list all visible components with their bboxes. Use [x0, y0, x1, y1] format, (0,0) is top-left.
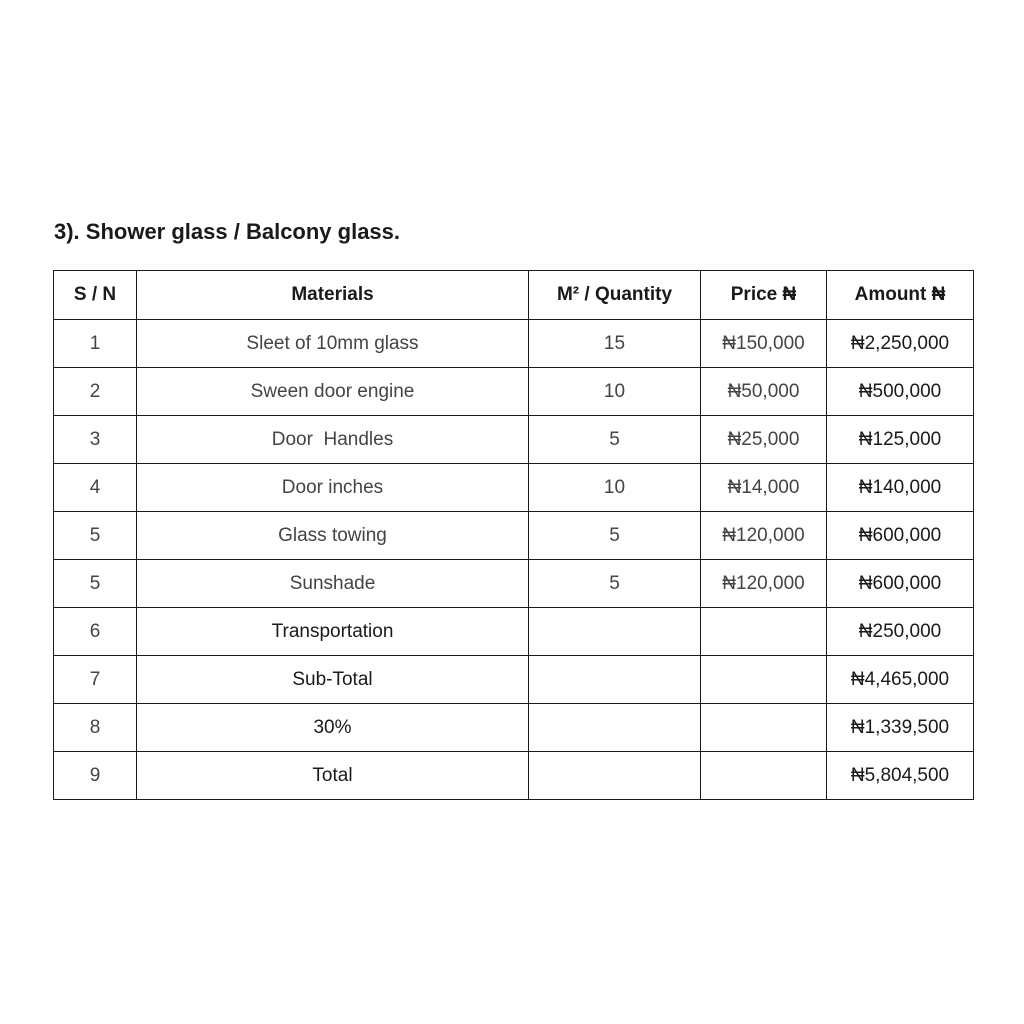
cell-material: Sleet of 10mm glass [137, 320, 529, 368]
cell-price: ₦120,000 [701, 512, 827, 560]
cell-sn: 3 [54, 416, 137, 464]
cell-amount: ₦600,000 [827, 512, 974, 560]
cell-material: Sween door engine [137, 368, 529, 416]
cell-quantity [529, 752, 701, 800]
cell-material: Transportation [137, 608, 529, 656]
cell-amount: ₦140,000 [827, 464, 974, 512]
cell-price: ₦150,000 [701, 320, 827, 368]
cell-amount: ₦500,000 [827, 368, 974, 416]
table-row [54, 752, 974, 800]
cell-sn: 8 [54, 704, 137, 752]
header-price: Price ₦ [701, 271, 827, 320]
cell-quantity: 10 [529, 464, 701, 512]
cell-price [701, 608, 827, 656]
cell-material: Sunshade [137, 560, 529, 608]
cell-material: Glass towing [137, 512, 529, 560]
cell-quantity: 5 [529, 512, 701, 560]
cell-amount: ₦250,000 [827, 608, 974, 656]
cell-price [701, 752, 827, 800]
cell-price [701, 704, 827, 752]
cell-sn: 6 [54, 608, 137, 656]
cell-quantity [529, 608, 701, 656]
materials-table [53, 270, 974, 800]
cell-sn: 4 [54, 464, 137, 512]
table-row [54, 608, 974, 656]
table-row [54, 512, 974, 560]
cell-price: ₦50,000 [701, 368, 827, 416]
cell-quantity: 5 [529, 560, 701, 608]
cell-quantity: 15 [529, 320, 701, 368]
cell-sn: 5 [54, 512, 137, 560]
cell-amount: ₦1,339,500 [827, 704, 974, 752]
cell-material: Total [137, 752, 529, 800]
table-row [54, 656, 974, 704]
cell-quantity [529, 656, 701, 704]
cell-amount: ₦5,804,500 [827, 752, 974, 800]
cell-amount: ₦600,000 [827, 560, 974, 608]
cell-material: Door Handles [137, 416, 529, 464]
page-title: 3). Shower glass / Balcony glass. [54, 219, 401, 244]
cell-amount: ₦2,250,000 [827, 320, 974, 368]
header-sn: S / N [54, 271, 137, 320]
table-row [54, 560, 974, 608]
cell-quantity: 5 [529, 416, 701, 464]
table-row [54, 416, 974, 464]
table-row [54, 320, 974, 368]
table-row [54, 368, 974, 416]
cell-quantity: 10 [529, 368, 701, 416]
cell-price [701, 656, 827, 704]
cell-quantity [529, 704, 701, 752]
cell-amount: ₦4,465,000 [827, 656, 974, 704]
header-quantity: M² / Quantity [529, 271, 701, 320]
header-materials: Materials [137, 271, 529, 320]
cell-amount: ₦125,000 [827, 416, 974, 464]
cell-price: ₦14,000 [701, 464, 827, 512]
cell-material: Door inches [137, 464, 529, 512]
header-amount: Amount ₦ [827, 271, 974, 320]
cell-price: ₦25,000 [701, 416, 827, 464]
cell-sn: 5 [54, 560, 137, 608]
cell-sn: 1 [54, 320, 137, 368]
table-header-row [54, 271, 974, 320]
table-row [54, 464, 974, 512]
cell-sn: 9 [54, 752, 137, 800]
cell-material: Sub-Total [137, 656, 529, 704]
cell-material: 30% [137, 704, 529, 752]
cell-sn: 2 [54, 368, 137, 416]
cell-sn: 7 [54, 656, 137, 704]
cell-price: ₦120,000 [701, 560, 827, 608]
table-row [54, 704, 974, 752]
